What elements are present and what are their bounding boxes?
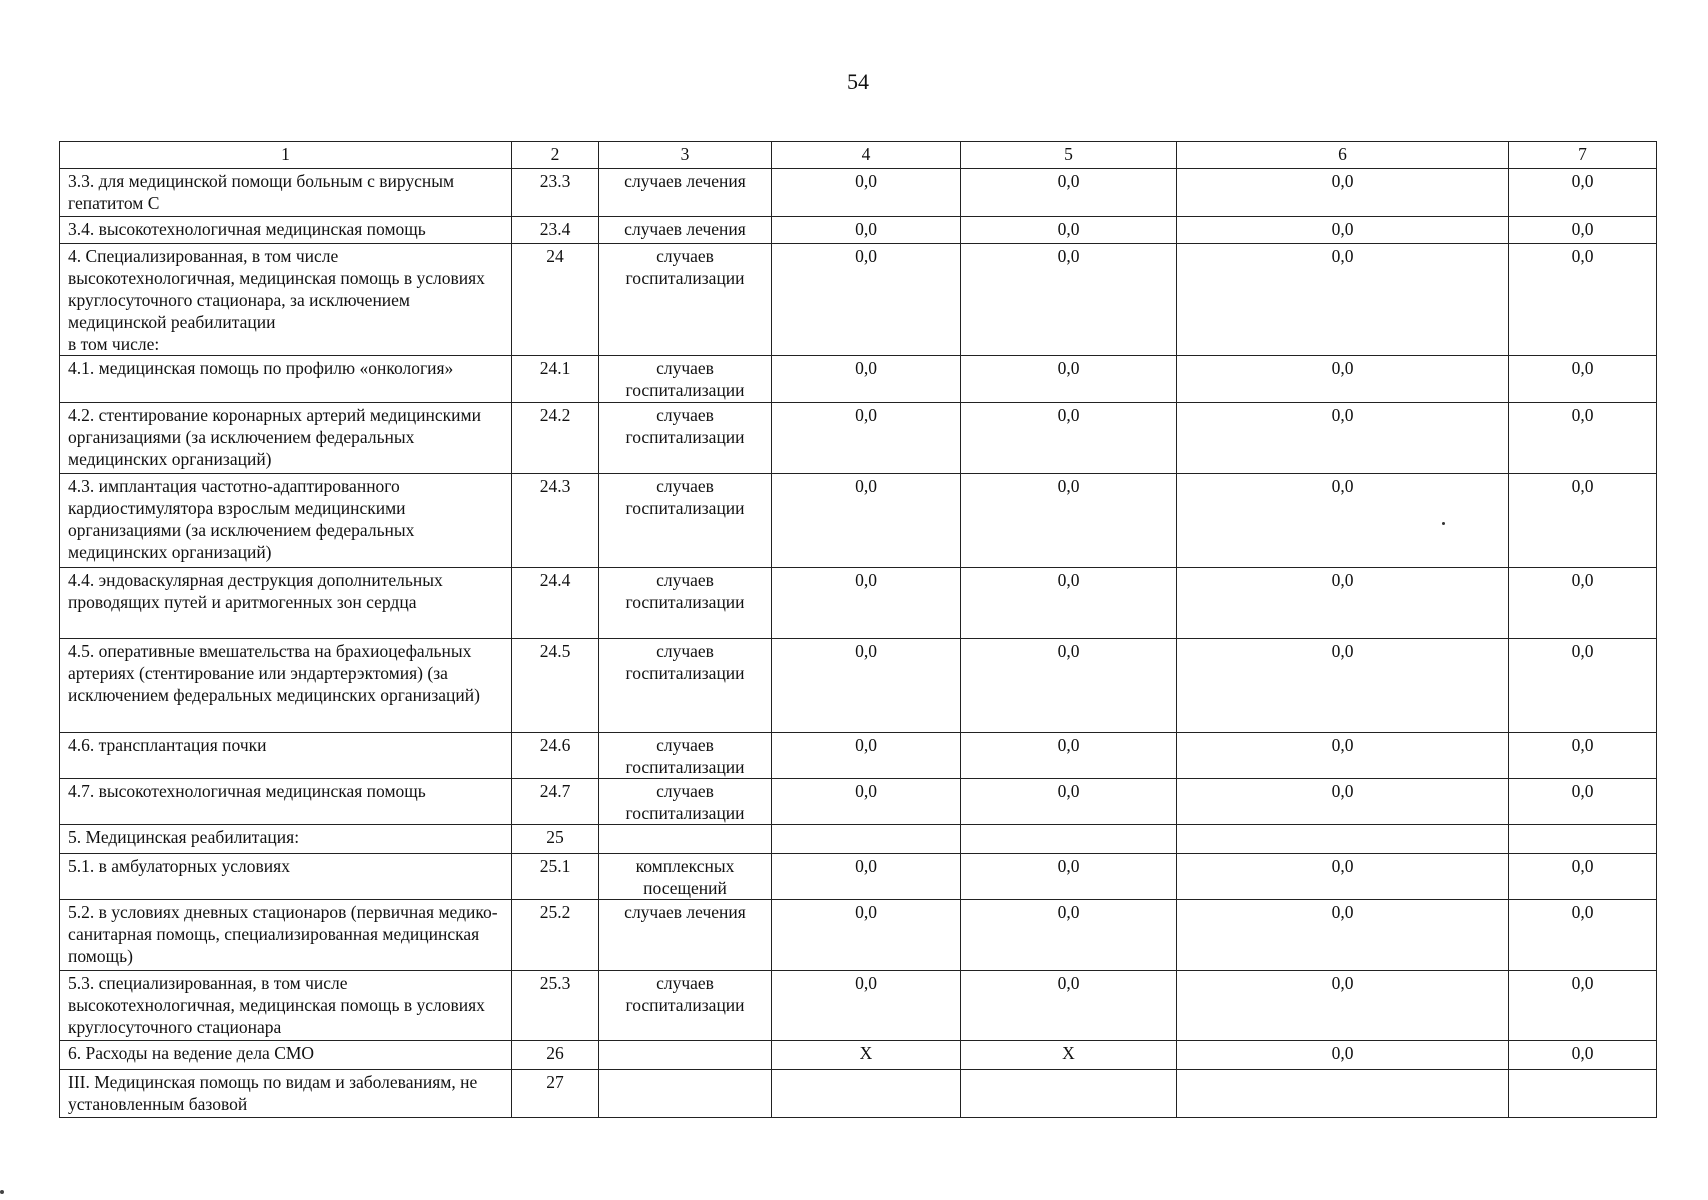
row-value-col5: 0,0 (961, 854, 1177, 900)
row-value-col6 (1177, 1070, 1509, 1118)
row-value-col5: 0,0 (961, 244, 1177, 356)
row-code: 25.2 (512, 900, 599, 971)
column-number: 2 (512, 142, 599, 169)
row-name: 5.1. в амбулаторных условиях (60, 854, 512, 900)
row-unit: случаев лечения (599, 900, 772, 971)
row-value-col5: 0,0 (961, 217, 1177, 244)
row-value-col7: 0,0 (1509, 1041, 1657, 1070)
row-code: 23.4 (512, 217, 599, 244)
row-value-col7: 0,0 (1509, 971, 1657, 1041)
row-value-col6: 0,0 (1177, 474, 1509, 568)
row-code: 24.5 (512, 639, 599, 733)
row-code: 24.2 (512, 403, 599, 474)
row-value-col6: 0,0 (1177, 900, 1509, 971)
row-unit: случаев лечения (599, 217, 772, 244)
row-value-col5 (961, 1070, 1177, 1118)
row-value-col4: 0,0 (772, 733, 961, 779)
table-row (60, 900, 1657, 971)
column-number: 6 (1177, 142, 1509, 169)
row-name: 3.4. высокотехнологичная медицинская помощь (60, 217, 512, 244)
row-value-col4: X (772, 1041, 961, 1070)
table-row (60, 474, 1657, 568)
row-value-col5: 0,0 (961, 779, 1177, 825)
row-value-col7 (1509, 825, 1657, 854)
row-value-col4: 0,0 (772, 403, 961, 474)
row-value-col5: 0,0 (961, 169, 1177, 217)
row-value-col7: 0,0 (1509, 733, 1657, 779)
data-table (59, 141, 1657, 1118)
row-name: 5.2. в условиях дневных стационаров (первичная медико-санитарная помощь, специализированная медицинская помощь) (60, 900, 512, 971)
table-row (60, 403, 1657, 474)
row-code: 24 (512, 244, 599, 356)
row-value-col7 (1509, 1070, 1657, 1118)
row-name: 4.6. трансплантация почки (60, 733, 512, 779)
column-number-header (60, 142, 1657, 169)
row-value-col4 (772, 825, 961, 854)
column-number: 1 (60, 142, 512, 169)
row-value-col5: 0,0 (961, 639, 1177, 733)
column-number: 5 (961, 142, 1177, 169)
row-name: 4.2. стентирование коронарных артерий медицинскими организациями (за исключением федеральных медицинских организаций) (60, 403, 512, 474)
row-unit (599, 1041, 772, 1070)
table-row (60, 854, 1657, 900)
row-value-col5: 0,0 (961, 568, 1177, 639)
row-name: III. Медицинская помощь по видам и заболеваниям, не установленным базовой (60, 1070, 512, 1118)
row-name: 6. Расходы на ведение дела СМО (60, 1041, 512, 1070)
row-unit: случаев госпитализации (599, 244, 772, 356)
row-value-col6: 0,0 (1177, 217, 1509, 244)
row-code: 23.3 (512, 169, 599, 217)
row-value-col7: 0,0 (1509, 854, 1657, 900)
row-unit: случаев госпитализации (599, 639, 772, 733)
row-unit: случаев лечения (599, 169, 772, 217)
row-name: 5. Медицинская реабилитация: (60, 825, 512, 854)
row-code: 24.1 (512, 356, 599, 403)
row-unit: комплексных посещений (599, 854, 772, 900)
row-code: 24.4 (512, 568, 599, 639)
row-name: 4.4. эндоваскулярная деструкция дополнительных проводящих путей и аритмогенных зон сердца (60, 568, 512, 639)
table-row (60, 971, 1657, 1041)
row-value-col4: 0,0 (772, 568, 961, 639)
row-value-col5: 0,0 (961, 971, 1177, 1041)
row-value-col4: 0,0 (772, 900, 961, 971)
column-number: 4 (772, 142, 961, 169)
row-value-col6: 0,0 (1177, 356, 1509, 403)
row-name: 5.3. специализированная, в том числе высокотехнологичная, медицинская помощь в условиях круглосуточного стационара (60, 971, 512, 1041)
row-value-col6 (1177, 825, 1509, 854)
table-row (60, 244, 1657, 356)
row-code: 26 (512, 1041, 599, 1070)
row-unit: случаев госпитализации (599, 356, 772, 403)
row-value-col5 (961, 825, 1177, 854)
row-value-col5: 0,0 (961, 733, 1177, 779)
row-value-col6: 0,0 (1177, 639, 1509, 733)
row-value-col4: 0,0 (772, 474, 961, 568)
row-name: 4.1. медицинская помощь по профилю «онкология» (60, 356, 512, 403)
table-row (60, 169, 1657, 217)
row-value-col6: 0,0 (1177, 1041, 1509, 1070)
row-value-col5: 0,0 (961, 900, 1177, 971)
row-code: 24.3 (512, 474, 599, 568)
row-unit (599, 1070, 772, 1118)
row-value-col7: 0,0 (1509, 169, 1657, 217)
row-unit (599, 825, 772, 854)
row-value-col4: 0,0 (772, 217, 961, 244)
row-value-col7: 0,0 (1509, 900, 1657, 971)
row-unit: случаев госпитализации (599, 971, 772, 1041)
table-row (60, 217, 1657, 244)
row-value-col7: 0,0 (1509, 217, 1657, 244)
row-name: 4.3. имплантация частотно-адаптированного кардиостимулятора взрослым медицинскими организациями (за исключением федеральных медицинских организаций) (60, 474, 512, 568)
row-value-col7: 0,0 (1509, 244, 1657, 356)
table-row (60, 639, 1657, 733)
row-value-col7: 0,0 (1509, 356, 1657, 403)
row-value-col4: 0,0 (772, 169, 961, 217)
row-code: 25.3 (512, 971, 599, 1041)
row-unit: случаев госпитализации (599, 779, 772, 825)
table-row (60, 733, 1657, 779)
row-unit: случаев госпитализации (599, 568, 772, 639)
row-code: 25 (512, 825, 599, 854)
row-value-col7: 0,0 (1509, 779, 1657, 825)
table-row (60, 568, 1657, 639)
row-value-col6: 0,0 (1177, 568, 1509, 639)
row-code: 24.6 (512, 733, 599, 779)
row-value-col4: 0,0 (772, 971, 961, 1041)
table-row (60, 356, 1657, 403)
row-value-col7: 0,0 (1509, 474, 1657, 568)
row-value-col7: 0,0 (1509, 403, 1657, 474)
page-number: 54 (847, 69, 869, 94)
row-value-col6: 0,0 (1177, 779, 1509, 825)
row-value-col6: 0,0 (1177, 244, 1509, 356)
row-value-col6: 0,0 (1177, 403, 1509, 474)
row-unit: случаев госпитализации (599, 474, 772, 568)
row-code: 25.1 (512, 854, 599, 900)
row-value-col4 (772, 1070, 961, 1118)
row-value-col4: 0,0 (772, 779, 961, 825)
row-value-col4: 0,0 (772, 639, 961, 733)
row-value-col5: X (961, 1041, 1177, 1070)
row-code: 27 (512, 1070, 599, 1118)
row-name: 3.3. для медицинской помощи больным с вирусным гепатитом С (60, 169, 512, 217)
column-number: 3 (599, 142, 772, 169)
row-value-col7: 0,0 (1509, 639, 1657, 733)
row-value-col5: 0,0 (961, 356, 1177, 403)
row-value-col6: 0,0 (1177, 854, 1509, 900)
row-value-col5: 0,0 (961, 403, 1177, 474)
row-value-col5: 0,0 (961, 474, 1177, 568)
row-value-col7: 0,0 (1509, 568, 1657, 639)
row-name: 4.5. оперативные вмешательства на брахиоцефальных артериях (стентирование или эндартерэктомия) (за исключением федеральных медицинских организаций) (60, 639, 512, 733)
table-row (60, 1070, 1657, 1118)
table-row (60, 825, 1657, 854)
row-value-col4: 0,0 (772, 356, 961, 403)
row-name: 4.7. высокотехнологичная медицинская помощь (60, 779, 512, 825)
row-name: 4. Специализированная, в том числе высокотехнологичная, медицинская помощь в условиях круглосуточного стационара, за исключением медицинской реабилитации в том числе: (60, 244, 512, 356)
row-value-col4: 0,0 (772, 244, 961, 356)
row-code: 24.7 (512, 779, 599, 825)
scan-edge-mark (0, 1190, 4, 1194)
column-number: 7 (1509, 142, 1657, 169)
row-value-col6: 0,0 (1177, 733, 1509, 779)
table-row (60, 1041, 1657, 1070)
row-unit: случаев госпитализации (599, 733, 772, 779)
row-value-col4: 0,0 (772, 854, 961, 900)
table-row (60, 779, 1657, 825)
row-value-col6: 0,0 (1177, 971, 1509, 1041)
row-value-col6: 0,0 (1177, 169, 1509, 217)
row-unit: случаев госпитализации (599, 403, 772, 474)
scan-speck (1442, 522, 1445, 525)
